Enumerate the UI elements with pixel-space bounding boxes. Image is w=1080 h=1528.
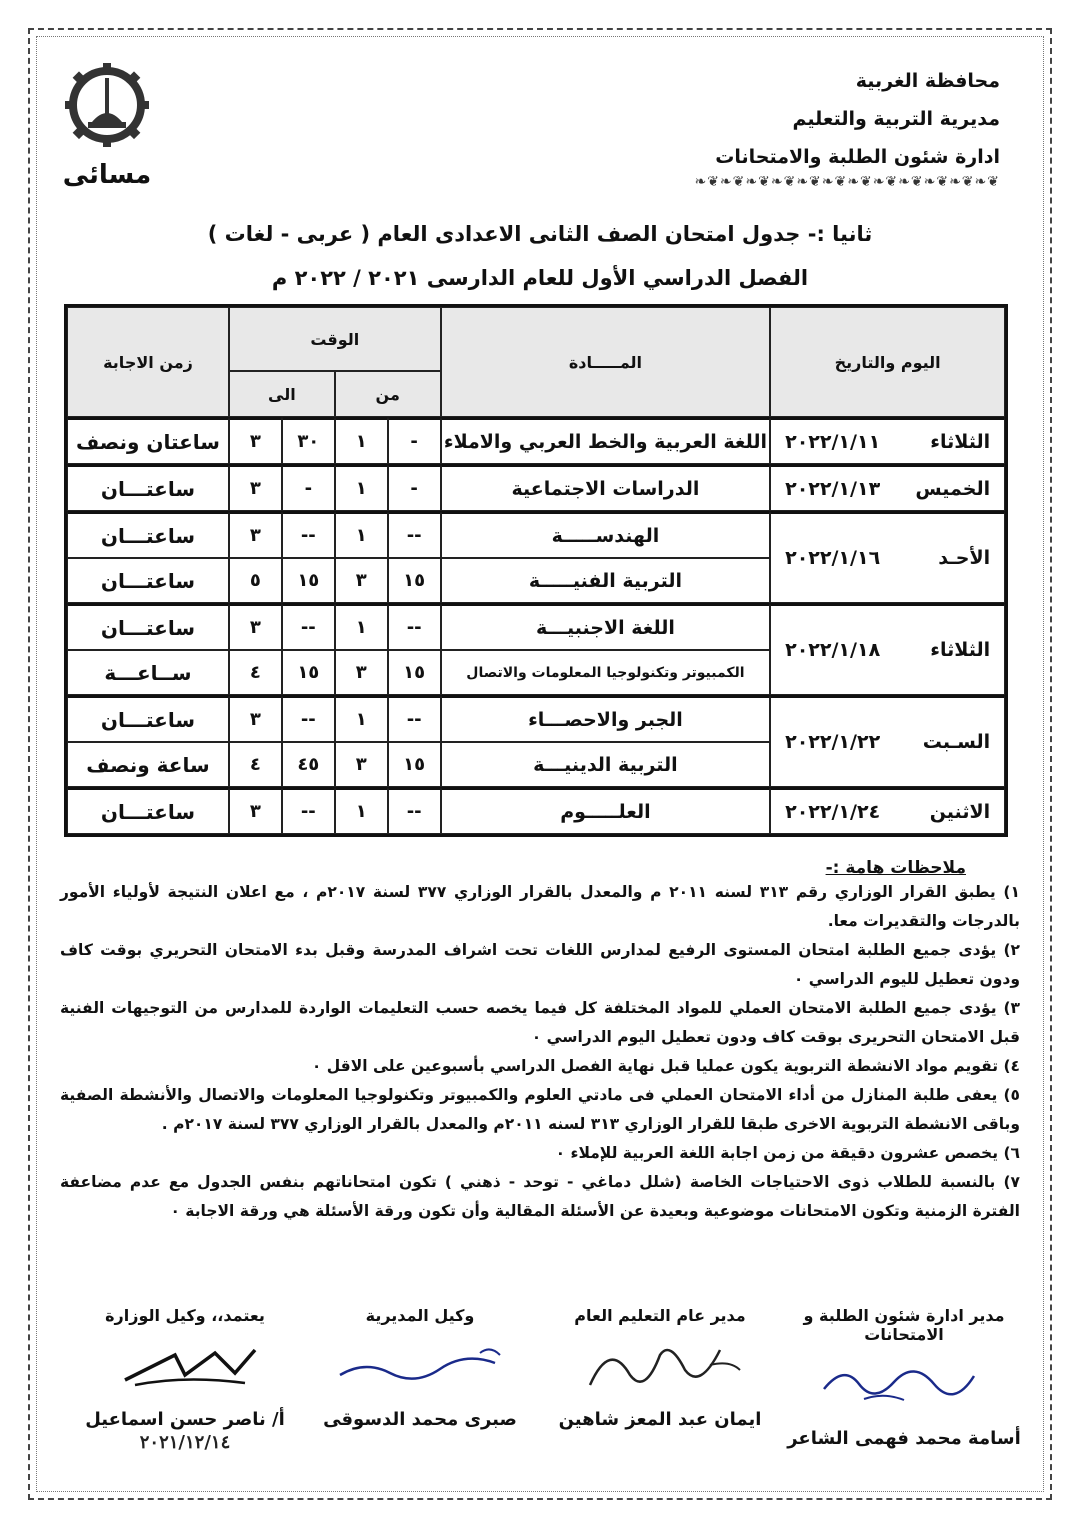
- table-row: [67, 695, 1005, 742]
- table-row: [67, 603, 1005, 650]
- signature-role: مدير ادارة شئون الطلبة و الامتحانات: [803, 1306, 1005, 1344]
- to-hour: ٣: [229, 464, 282, 511]
- to-hour: ٣: [229, 695, 282, 742]
- signature-mark: [804, 1354, 1004, 1414]
- to-minute: --: [282, 511, 335, 558]
- exam-schedule-table: [64, 304, 1008, 837]
- to-minute: --: [282, 787, 335, 834]
- document-subtitle: الفصل الدراسي الأول للعام الدارسى ٢٠٢١ / ٢٠٢٢ م: [271, 266, 809, 290]
- shift-label: مسائى: [62, 160, 152, 190]
- duration-cell: ساعة ونصف: [67, 742, 229, 787]
- from-minute: --: [388, 511, 441, 558]
- signature-date: ٢٠٢١/١٢/١٤: [139, 1432, 231, 1453]
- letterhead: [715, 62, 1000, 176]
- governorate: محافظة الغربية: [855, 70, 1000, 92]
- from-minute: ١٥: [388, 742, 441, 787]
- header-subject: المـــــادة: [441, 307, 771, 417]
- from-minute: --: [388, 787, 441, 834]
- duration-cell: ساعتـــان: [67, 464, 229, 511]
- to-minute: --: [282, 695, 335, 742]
- signature-mark: [320, 1335, 520, 1395]
- to-hour: ٥: [229, 558, 282, 603]
- duration-cell: ساعتـــان: [67, 558, 229, 603]
- directorate: مديرية التربية والتعليم: [792, 108, 1000, 130]
- to-hour: ٣: [229, 787, 282, 834]
- subject-cell: الكمبيوتر وتكنولوجيا المعلومات والاتصال: [441, 650, 771, 695]
- signature-block: [70, 1306, 300, 1453]
- from-minute: ١٥: [388, 558, 441, 603]
- day-date-cell: الأحـد٢٠٢٢/١/١٦: [770, 511, 1005, 603]
- header-time: الوقت: [229, 307, 441, 371]
- from-hour: ١: [335, 787, 388, 834]
- signature-mark: [85, 1335, 285, 1395]
- to-minute: ٤٥: [282, 742, 335, 787]
- from-minute: --: [388, 695, 441, 742]
- from-hour: ١: [335, 464, 388, 511]
- signature-role: وكيل المديرية: [365, 1306, 475, 1325]
- table-row: [67, 511, 1005, 558]
- from-minute: --: [388, 603, 441, 650]
- duration-cell: ســاعـــة: [67, 650, 229, 695]
- note-item: ٣) يؤدى جميع الطلبة الامتحان العملي للمواد المختلفة كل فيما يخصه حسب التعليمات الواردة للمدارس من التوجيهات الفنية قبل الامتحان التحريرى بوقت كاف ودون تعطيل اليوم الدراسي ٠: [60, 999, 1020, 1046]
- subject-cell: اللغة الاجنبيـــة: [441, 603, 771, 650]
- to-minute: ١٥: [282, 650, 335, 695]
- header-from: من: [335, 371, 441, 417]
- signature-role: يعتمد،، وكيل الوزارة: [105, 1306, 265, 1325]
- to-minute: -: [282, 464, 335, 511]
- to-minute: --: [282, 603, 335, 650]
- from-hour: ١: [335, 603, 388, 650]
- from-hour: ١: [335, 695, 388, 742]
- day-date-cell: السـبت٢٠٢٢/١/٢٢: [770, 695, 1005, 787]
- ornament-divider: ❦❧❦❧❦❧❦❧❦❧❦❧❦❧❦❧❦❧❦❧❦❧❦❧: [694, 174, 1000, 190]
- day-date-cell: الخميس٢٠٢٢/١/١٣: [770, 464, 1005, 511]
- from-minute: ١٥: [388, 650, 441, 695]
- notes-title: ملاحظات هامة :-: [825, 858, 966, 878]
- subject-cell: اللغة العربية والخط العربي والاملاء: [441, 417, 771, 464]
- duration-cell: ساعتـــان: [67, 603, 229, 650]
- document-title: ثانيا :- جدول امتحان الصف الثانى الاعدادى العام ( عربى - لغات ): [207, 222, 873, 246]
- note-item: ٢) يؤدى جميع الطلبة امتحان المستوى الرفيع لمدارس اللغات تحت اشراف المدرسة وقبل بدء الامتحان التحريري بوقت كاف ودون تعطيل لليوم الدراسي ٠: [60, 941, 1020, 988]
- to-hour: ٤: [229, 650, 282, 695]
- subject-cell: الهندســـــة: [441, 511, 771, 558]
- signature-name: أسامة محمد فهمى الشاعر: [787, 1428, 1021, 1449]
- note-item: ٧) بالنسبة للطلاب ذوى الاحتياجات الخاصة (شلل دماغي - توحد - ذهني ) تكون امتحاناتهم بنفس الجدول مع عدم مضاعفة الفترة الزمنية وتكون الامتحانات موضوعية وبعيدة عن الأسئلة المقالية وأن تكون ورقة الأسئلة هي ورقة الاجابة ٠: [60, 1173, 1020, 1220]
- from-hour: ٣: [335, 742, 388, 787]
- table-row: [67, 464, 1005, 511]
- signature-name: ايمان عبد المعز شاهين: [558, 1409, 762, 1430]
- subject-cell: العلـــــوم: [441, 787, 771, 834]
- signature-mark: [560, 1335, 760, 1395]
- signature-block: [300, 1306, 540, 1430]
- signature-name: صبرى محمد الدسوقى: [323, 1409, 517, 1430]
- to-hour: ٣: [229, 511, 282, 558]
- subject-cell: الدراسات الاجتماعية: [441, 464, 771, 511]
- note-item: ٥) يعفى طلبة المنازل من أداء الامتحان العملي فى مادتي العلوم والكمبيوتر وتكنولوجيا المعلومات والاتصال والأنشطة الصفية وباقى الانشطة التربوية الاخرى طبقا للقرار الوزاري ٣١٣ لسنه ٢٠١١م والمعدل بالقرار الوزاري ٣٧٧ لسنة ٢٠١٧م .: [60, 1086, 1020, 1133]
- duration-cell: ساعتـــان: [67, 787, 229, 834]
- gear-mosque-icon: [62, 60, 152, 150]
- subject-cell: التربية الفنيـــــة: [441, 558, 771, 603]
- from-hour: ١: [335, 511, 388, 558]
- from-hour: ٣: [335, 558, 388, 603]
- from-minute: -: [388, 464, 441, 511]
- note-item: ٤) تقويم مواد الانشطة التربوية يكون عمليا قبل نهاية الفصل الدراسي بأسبوعين على الاقل ٠: [311, 1057, 1020, 1075]
- signature-role: مدير عام التعليم العام: [574, 1306, 746, 1325]
- subject-cell: التربية الدينيـــة: [441, 742, 771, 787]
- from-hour: ٣: [335, 650, 388, 695]
- to-minute: ٣٠: [282, 417, 335, 464]
- signature-name: أ/ ناصر حسن اسماعيل: [85, 1409, 285, 1430]
- duration-cell: ساعتـــان: [67, 511, 229, 558]
- note-item: ١) يطبق القرار الوزاري رقم ٣١٣ لسنه ٢٠١١ م والمعدل بالقرار الوزاري ٣٧٧ لسنة ٢٠١٧م ، مع اعلان النتيجة لأولياء الأمور بالدرجات والتقديرات معا.: [60, 883, 1020, 930]
- header-day-date: اليوم والتاريخ: [770, 307, 1005, 417]
- note-item: ٦) يخصص عشرون دقيقة من زمن اجابة اللغة العربية للإملاء ٠: [555, 1144, 1020, 1162]
- from-minute: -: [388, 417, 441, 464]
- notes-section: [60, 858, 1020, 1226]
- to-hour: ٣: [229, 417, 282, 464]
- day-date-cell: الثلاثاء٢٠٢٢/١/١٨: [770, 603, 1005, 695]
- header-to: الى: [229, 371, 335, 417]
- to-minute: ١٥: [282, 558, 335, 603]
- duration-cell: ساعتـــان: [67, 695, 229, 742]
- signature-block: [540, 1306, 780, 1430]
- to-hour: ٣: [229, 603, 282, 650]
- day-date-cell: الثلاثاء٢٠٢٢/١/١١: [770, 417, 1005, 464]
- table-row: [67, 417, 1005, 464]
- duration-cell: ساعتان ونصف: [67, 417, 229, 464]
- table-row: [67, 787, 1005, 834]
- subject-cell: الجبر والاحصـــاء: [441, 695, 771, 742]
- logo: [62, 60, 152, 200]
- from-hour: ١: [335, 417, 388, 464]
- to-hour: ٤: [229, 742, 282, 787]
- signature-block: [784, 1306, 1024, 1449]
- day-date-cell: الاثنين٢٠٢٢/١/٢٤: [770, 787, 1005, 834]
- header-duration: زمن الاجابة: [67, 307, 229, 417]
- department: ادارة شئون الطلبة والامتحانات: [715, 146, 1000, 168]
